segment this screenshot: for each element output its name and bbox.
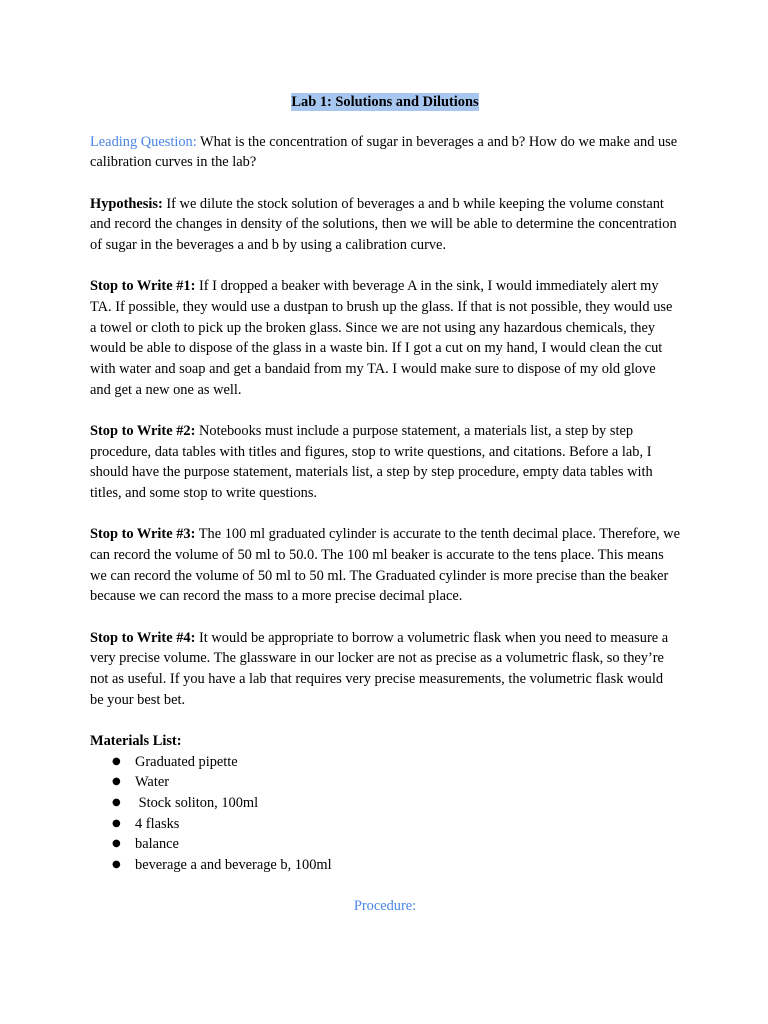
list-item (90, 752, 680, 773)
stop-to-write-3-paragraph (90, 524, 680, 607)
stop-to-write-1-label: Stop to Write #1: (90, 278, 196, 295)
list-item (90, 772, 680, 793)
list-item-text: Water (135, 774, 169, 791)
list-item-text: balance (135, 836, 179, 853)
bullet-icon: ● (112, 755, 121, 767)
leading-question-text: What is the concentration of sugar in beverages a and b? How do we make and use calibration curves in the lab? (90, 133, 678, 171)
document-title: Lab 1: Solutions and Dilutions (291, 94, 479, 110)
stop-to-write-4-text: It would be appropriate to borrow a volumetric flask when you need to measure a very precise volume. The glassware in our locker are not as precise as a volumetric flask, so they’re not as useful. If you have a lab that requires very precise measurements, the volumetric flask would be your best bet. (90, 629, 669, 708)
document-page (90, 92, 680, 917)
hypothesis-text: If we dilute the stock solution of beverages a and b while keeping the volume constant and record the changes in density of the solutions, then we will be able to determine the concentration of sugar in the beverages a and b by using a calibration curve. (90, 195, 677, 254)
stop-to-write-3-label: Stop to Write #3: (90, 526, 196, 543)
list-item-text: Stock soliton, 100ml (135, 794, 259, 811)
leading-question-label: Leading Question: (90, 133, 197, 150)
stop-to-write-2-label: Stop to Write #2: (90, 422, 196, 439)
hypothesis-label: Hypothesis: (90, 195, 163, 212)
leading-question-paragraph (90, 132, 680, 173)
list-item-text: 4 flasks (135, 815, 180, 832)
hypothesis-paragraph (90, 194, 680, 256)
stop-to-write-3-text: The 100 ml graduated cylinder is accurate to the tenth decimal place. Therefore, we can record the volume of 50 ml to 50.0. The 100 ml beaker is accurate to the tens place. This means we can record the volume of 50 ml to 50 ml. The Graduated cylinder is more precise than the beaker because we can record the mass to a more precise decimal place. (90, 526, 680, 605)
stop-to-write-4-paragraph (90, 628, 680, 711)
stop-to-write-2-text: Notebooks must include a purpose statement, a materials list, a step by step procedure, data tables with titles and figures, stop to write questions, and citations. Before a lab, I should have the purpose statement, materials list, a step by step procedure, empty data tables with titles, and some stop to write questions. (90, 422, 653, 502)
materials-heading (90, 731, 680, 752)
materials-list (90, 752, 680, 876)
bullet-icon: ● (112, 859, 121, 871)
stop-to-write-4-label: Stop to Write #4: (90, 629, 196, 646)
bullet-icon: ● (112, 817, 121, 829)
bullet-icon: ● (112, 776, 121, 788)
list-item (90, 793, 680, 814)
bullet-icon: ● (112, 796, 121, 808)
bullet-icon: ● (112, 838, 121, 850)
stop-to-write-1-text: If I dropped a beaker with beverage A in the sink, I would immediately alert my TA. If possible, they would use a dustpan to brush up the glass. If that is not possible, they would use a towel or cloth to pick up the broken glass. Since we are not using any hazardous chemicals, they would be able to dispose of the glass in a waste bin. If I got a cut on my hand, I would clean the cut with water and soap and get a bandaid from my TA. I would make sure to dispose of my old glove and get a new one as well. (90, 278, 673, 398)
list-item (90, 855, 680, 876)
list-item (90, 834, 680, 855)
stop-to-write-1-paragraph (90, 276, 680, 400)
stop-to-write-2-paragraph (90, 421, 680, 504)
procedure-heading: Procedure: (353, 897, 417, 914)
list-item-text: Graduated pipette (135, 753, 238, 770)
title-block (90, 92, 680, 113)
materials-label: Materials List: (90, 732, 182, 749)
list-item (90, 814, 680, 835)
list-item-text: beverage a and beverage b, 100ml (135, 857, 332, 874)
